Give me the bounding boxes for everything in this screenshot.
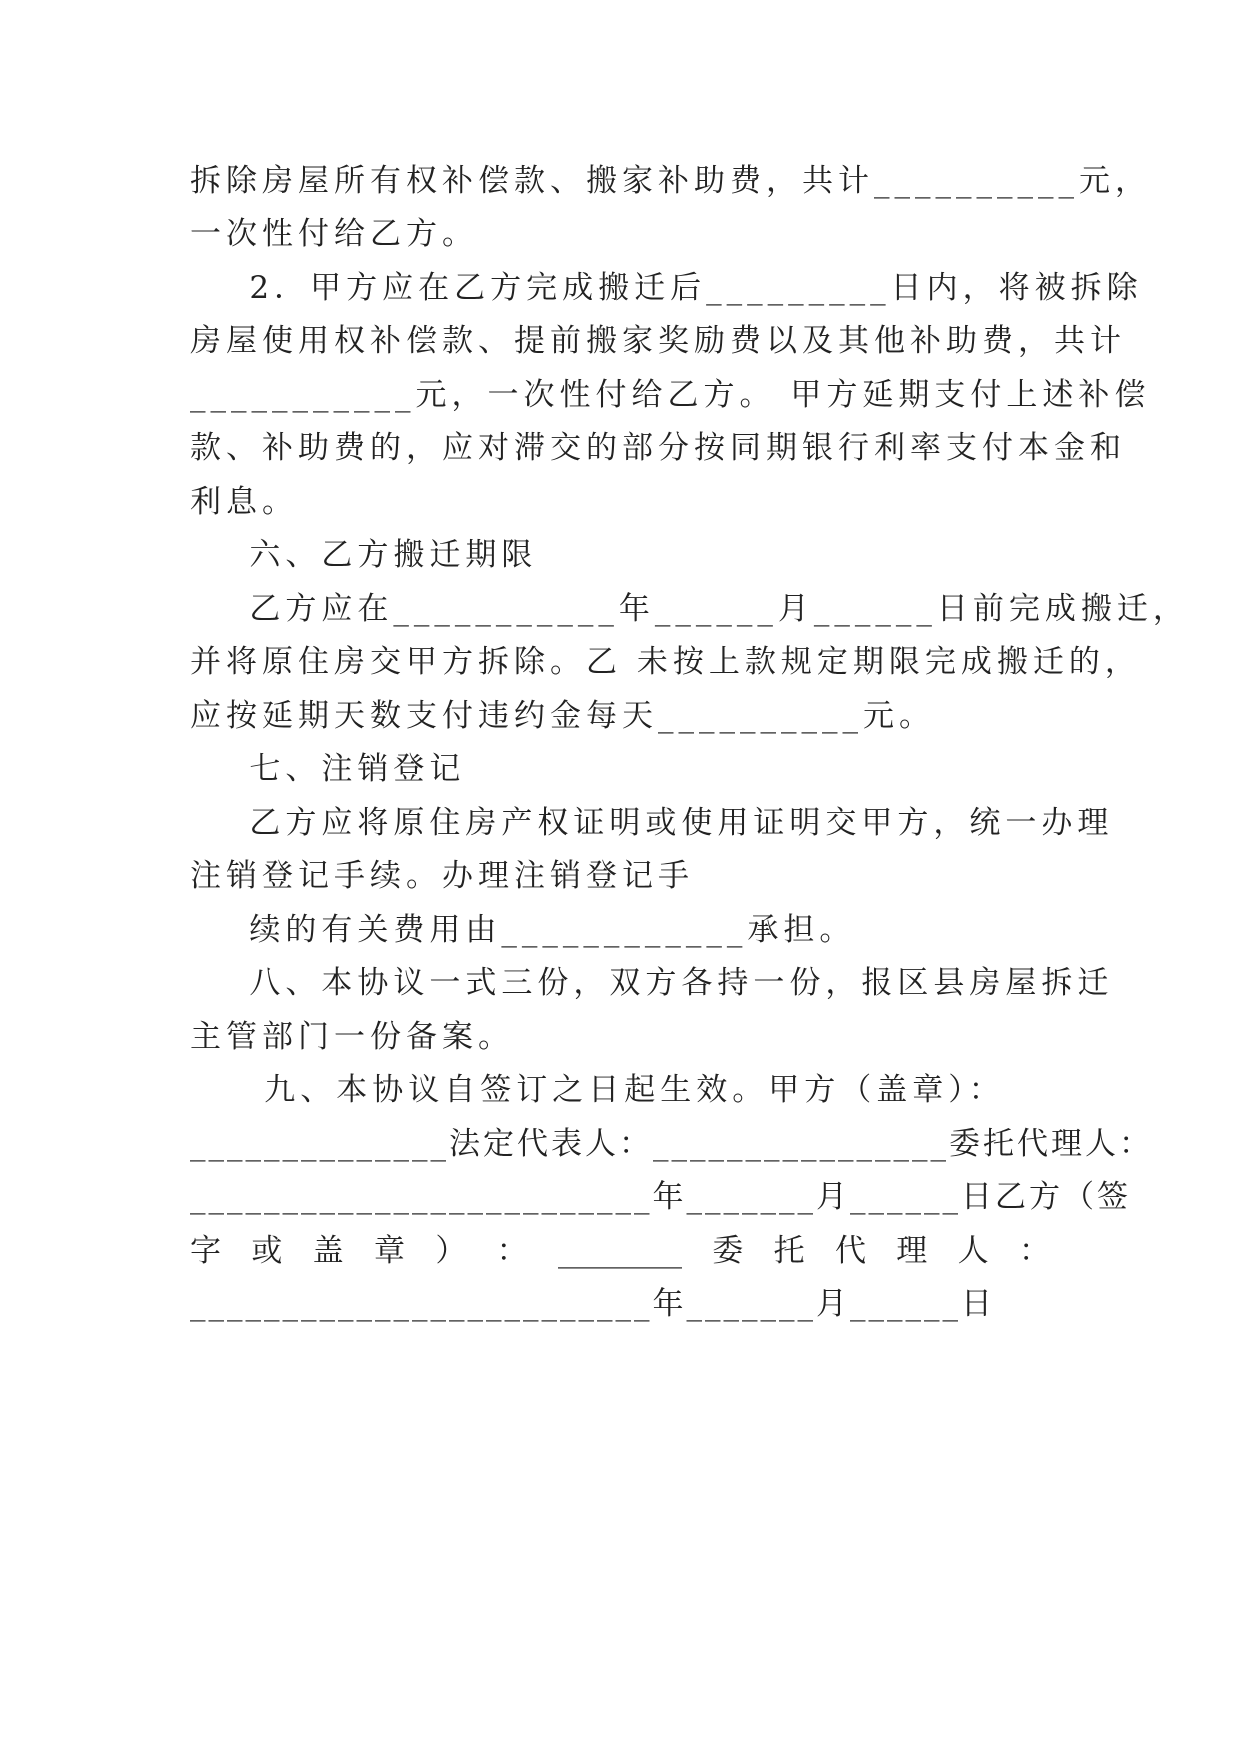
text-line-4: 房屋使用权补偿款、提前搬家奖励费以及其他补助费，共计 <box>190 323 1126 359</box>
text-line-18: 九、本协议自签订之日起生效。甲方（盖章）： <box>190 1072 1005 1108</box>
signature-line-4: _________________________年_______月______日 <box>190 1286 995 1322</box>
text-line-11: 应按延期天数支付违约金每天__________元。 <box>190 698 935 734</box>
text-line-16: 八、本协议一式三份，双方各持一份，报区县房屋拆迁 <box>190 965 1114 1001</box>
blank-field: ________ <box>557 1233 682 1269</box>
justified-char: 或 <box>251 1233 283 1269</box>
justified-char: ： <box>1018 1233 1050 1269</box>
signature-line-3 <box>190 1230 1050 1272</box>
text-line-10: 并将原住房交甲方拆除。乙 未按上款规定期限完成搬迁的， <box>190 644 1141 680</box>
justified-char: 字 <box>190 1233 221 1269</box>
justified-char: 委 <box>712 1233 744 1269</box>
text-line-17: 主管部门一份备案。 <box>190 1019 514 1055</box>
text-line-13: 乙方应将原住房产权证明或使用证明交甲方，统一办理 <box>190 805 1114 841</box>
justified-char: ： <box>496 1233 528 1269</box>
justified-char: 盖 <box>312 1233 344 1269</box>
section-heading-6: 六、乙方搬迁期限 <box>190 537 538 573</box>
text-line-3: 2．甲方应在乙方完成搬迁后_________日内，将被拆除 <box>190 270 1143 306</box>
justified-char: 托 <box>773 1233 805 1269</box>
text-line-2: 一次性付给乙方。 <box>190 216 478 252</box>
signature-line-2: _________________________年_______月______日乙方（签 <box>190 1179 1131 1215</box>
signature-line-1: ______________法定代表人：________________委托代理人： <box>190 1126 1153 1162</box>
justified-char: 章 <box>373 1233 405 1269</box>
text-line-6: 款、补助费的，应对滞交的部分按同期银行利率支付本金和 <box>190 430 1126 466</box>
text-line-5: ___________元，一次性付给乙方。 甲方延期支付上述补偿 <box>190 377 1151 413</box>
text-line-14: 注销登记手续。办理注销登记手 <box>190 858 694 894</box>
text-line-1: 拆除房屋所有权补偿款、搬家补助费，共计__________元， <box>190 163 1151 199</box>
section-heading-7: 七、注销登记 <box>190 751 466 787</box>
text-line-15: 续的有关费用由____________承担。 <box>190 912 856 948</box>
justified-char: 人 <box>957 1233 989 1269</box>
justified-char: ） <box>435 1233 467 1269</box>
justified-char: 理 <box>896 1233 928 1269</box>
text-line-9: 乙方应在___________年______月______日前完成搬迁， <box>190 591 1189 627</box>
text-line-7: 利息。 <box>190 484 298 520</box>
justified-char: 代 <box>834 1233 866 1269</box>
